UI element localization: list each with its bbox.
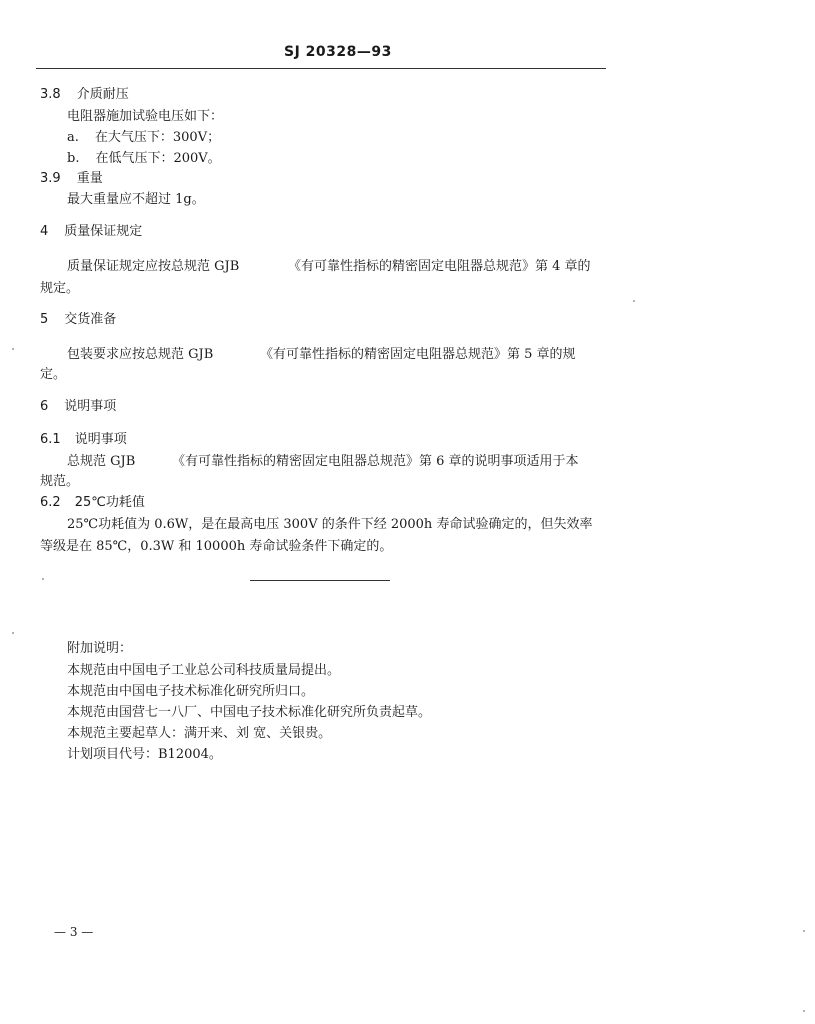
section-title: 交货准备 [64, 312, 117, 327]
section-3-8-heading [40, 83, 129, 102]
section-title: 说明事项 [74, 432, 127, 447]
additional-notes-title: 附加说明： [67, 641, 133, 656]
list-mark: a. [67, 130, 79, 145]
section-3-8-intro: 电阻器施加试验电压如下： [67, 109, 224, 124]
section-6-1-heading [40, 428, 127, 447]
end-of-text-rule [250, 580, 390, 581]
additional-note-line: 本规范由国营七一八厂、中国电子技术标准化研究所负责起草。 [67, 705, 432, 720]
section-5-line-1b: 《有可靠性指标的精密固定电阻器总规范》第 5 章的规 [260, 347, 576, 362]
section-6-heading [40, 395, 116, 414]
section-6-2-heading [40, 491, 145, 510]
document-code-header: SJ 20328—93 [284, 44, 392, 60]
header-rule [36, 68, 606, 69]
scan-speck [12, 632, 14, 634]
scan-speck [803, 930, 805, 932]
additional-note-line: 计划项目代号：B12004。 [67, 747, 222, 762]
section-number: 5 [40, 312, 49, 327]
section-4-heading [40, 220, 142, 239]
scan-speck [42, 578, 44, 580]
section-4-line-1a: 质量保证规定应按总规范 GJB [67, 259, 240, 274]
list-text: 在低气压下：200V。 [95, 151, 221, 166]
section-title: 25℃功耗值 [74, 495, 145, 510]
additional-note-line: 本规范由中国电子工业总公司科技质量局提出。 [67, 663, 341, 678]
section-number: 6.1 [40, 432, 61, 447]
section-6-2-line-2: 等级是在 85℃，0.3W 和 10000h 寿命试验条件下确定的。 [40, 539, 393, 554]
additional-note-line: 本规范由中国电子技术标准化研究所归口。 [67, 684, 315, 699]
section-6-1-line-1b: 《有可靠性指标的精密固定电阻器总规范》第 6 章的说明事项适用于本 [172, 454, 579, 469]
section-4-line-2: 规定。 [40, 281, 80, 296]
section-number: 3.9 [40, 171, 61, 186]
section-6-1-line-1a: 总规范 GJB [67, 454, 136, 469]
section-3-9-text: 最大重量应不超过 1g。 [67, 192, 205, 207]
list-item-b [67, 147, 221, 166]
list-mark: b. [67, 151, 80, 166]
section-title: 说明事项 [64, 399, 117, 414]
section-6-1-line-2: 规范。 [40, 474, 80, 489]
section-number: 6.2 [40, 495, 61, 510]
section-number: 3.8 [40, 87, 61, 102]
list-item-a [67, 126, 220, 145]
list-text: 在大气压下：300V； [94, 130, 221, 145]
scan-speck [633, 300, 635, 302]
scan-speck [12, 348, 14, 350]
page-number: — 3 — [54, 925, 94, 939]
scan-speck [803, 1010, 805, 1012]
section-5-heading [40, 308, 116, 327]
section-4-line-1b: 《有可靠性指标的精密固定电阻器总规范》第 4 章的 [288, 259, 591, 274]
section-title: 介质耐压 [76, 87, 129, 102]
section-title: 质量保证规定 [64, 224, 143, 239]
section-5-line-2: 定。 [40, 367, 67, 382]
additional-note-line: 本规范主要起草人：满开来、刘 宽、关银贵。 [67, 726, 332, 741]
section-title: 重量 [76, 171, 103, 186]
section-5-line-1a: 包装要求应按总规范 GJB [67, 347, 214, 362]
section-6-2-line-1: 25℃功耗值为 0.6W，是在最高电压 300V 的条件下经 2000h 寿命试验确定的，但失效率 [67, 517, 593, 532]
section-3-9-heading [40, 167, 103, 186]
section-number: 4 [40, 224, 49, 239]
section-number: 6 [40, 399, 49, 414]
